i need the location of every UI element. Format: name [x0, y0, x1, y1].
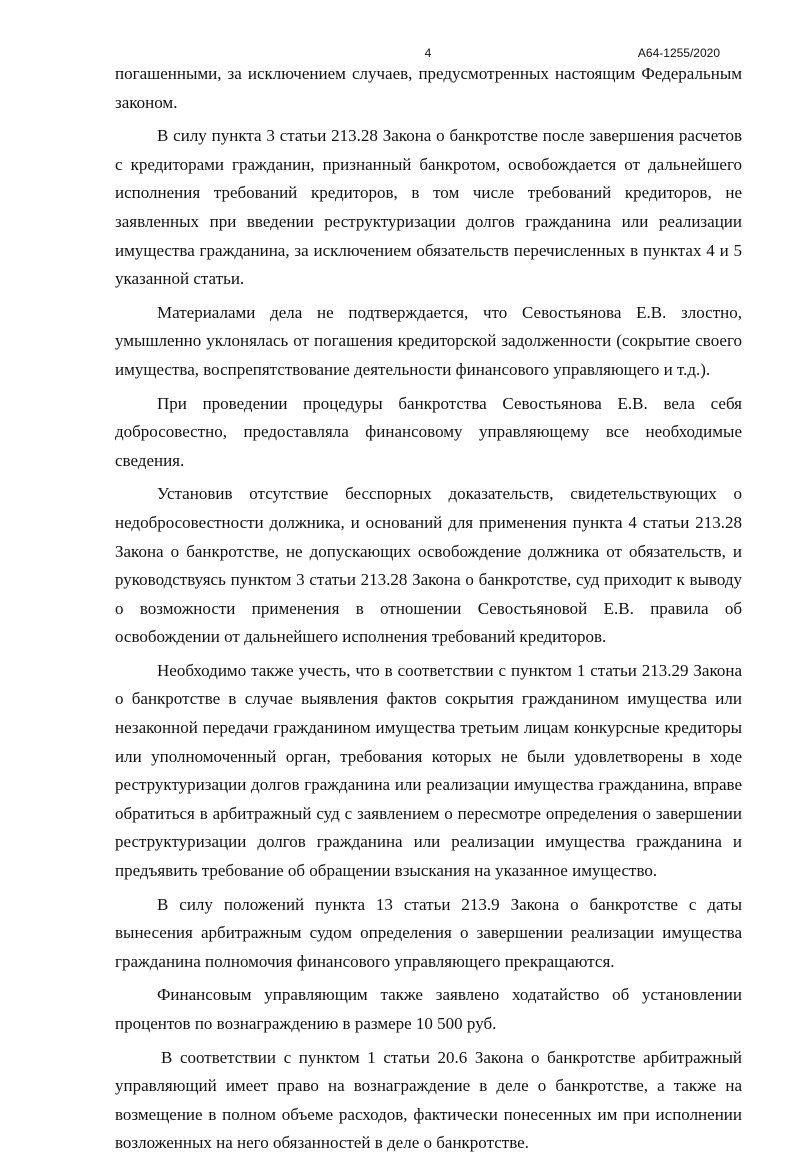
paragraph-continued: погашенными, за исключением случаев, предусмотренных настоящим Федеральным законом.: [115, 64, 742, 112]
paragraph: Установив отсутствие бесспорных доказательств, свидетельствующих о недобросовестности должника, и оснований для применения пункта 4 статьи 213.28 Закона о банкротстве, не допускающих освобождение должника от обязательств, и руководствуясь пунктом 3 статьи 213.28 Закона о банкротстве, суд приходит к выводу о возможности применения в отношении Севостьяновой Е.В. правила об освобождении от дальнейшего исполнения требований кредиторов.: [115, 484, 742, 647]
page-number: 4: [424, 46, 432, 60]
paragraph: При проведении процедуры банкротства Севостьянова Е.В. вела себя добросовестно, предоставляла финансовому управляющему все необходимые сведения.: [115, 393, 742, 470]
paragraph: Необходимо также учесть, что в соответствии с пунктом 1 статьи 213.29 Закона о банкротстве в случае выявления фактов сокрытия гражданином имущества или незаконной передачи гражданином имущества третьим лицам конкурсные кредиторы или уполномоченный орган, требования которых не были удовлетворены в ходе реструктуризации долгов гражданина или реализации имущества гражданина, вправе обратиться в арбитражный суд с заявлением о пересмотре определения о завершении реструктуризации долгов гражданина или реализации имущества гражданина и предъявить требование об обращении взыскания на указанное имущество.: [115, 660, 742, 881]
paragraph: Материалами дела не подтверждается, что Севостьянова Е.В. злостно, умышленно уклонялась от погашения кредиторской задолженности (сокрытие своего имущества, воспрепятствование деятельности финансового управляющего и т.д.).: [115, 302, 742, 379]
document-body: [115, 60, 742, 1163]
paragraph: В силу пункта 3 статьи 213.28 Закона о банкротстве после завершения расчетов с кредиторами гражданин, признанный банкротом, освобождается от дальнейшего исполнения требований кредиторов, в том числе требований кредиторов, не заявленных при введении реструктуризации долгов гражданина или реализации имущества гражданина, за исключением обязательств перечисленных в пунктах 4 и 5 указанной статьи.: [115, 126, 742, 289]
paragraph: В силу положений пункта 13 статьи 213.9 Закона о банкротстве с даты вынесения арбитражным судом определения о завершении реализации имущества гражданина полномочия финансового управляющего прекращаются.: [115, 894, 742, 971]
case-number: А64-1255/2020: [637, 46, 720, 60]
paragraph: В соответствии с пунктом 1 статьи 20.6 Закона о банкротстве арбитражный управляющий имеет право на вознаграждение в деле о банкротстве, а также на возмещение в полном объеме расходов, фактически понесенных им при исполнении возложенных на него обязанностей в деле о банкротстве.: [115, 1047, 742, 1153]
paragraph: Финансовым управляющим также заявлено ходатайство об установлении процентов по вознаграждению в размере 10 500 руб.: [115, 985, 742, 1033]
